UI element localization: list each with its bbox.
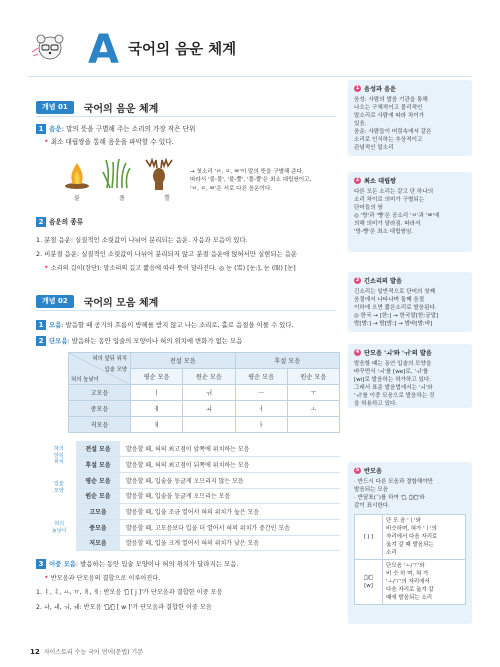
vowel-table: [68, 352, 340, 433]
table-row: [69, 401, 340, 417]
table-cell: ㅚ: [183, 401, 235, 417]
row-header: 고모음: [69, 385, 131, 401]
table-cell: ㅗ: [287, 401, 339, 417]
table-cell: ㅔ: [131, 401, 183, 417]
note-number: 4: [355, 349, 360, 355]
note-text: 발음할 때는 동안 입술의 모양을 바꾸면서 'ㅚ'를 [we]로, 'ㅟ'를 [wi]로 발음하는 허가하고 있다. 그래서 표준 발음법에서는 'ㅚ'와 'ㅟ'를 이중 모음으로 발음하는 것 을 허용하고 있다.: [354, 361, 435, 407]
section-badge: 개념 02: [36, 295, 74, 308]
class-description: 발음할 때, 입술을 둥글게 오므리는 모음: [120, 488, 340, 504]
table-cell: ㅐ: [131, 417, 183, 433]
corner-label: 혀의 높낮이: [71, 377, 99, 383]
section-title: 국어의 모음 체계: [83, 297, 159, 309]
term-vowel: [36, 320, 294, 330]
subsection-heading: [36, 217, 83, 227]
group-label: 혀의 앞뒤 위치: [54, 446, 64, 465]
diphthong-item: 2. ㅘ, ㅙ, ㅝ, ㅞ: 반모음 'ㅗ̆/ㅜ̆ [ w ]'가 단모음과 결합한 이중 모음: [36, 604, 212, 611]
note-title: 긴소리의 발음: [364, 278, 403, 285]
semivowel-table: [354, 514, 466, 605]
page-footer: [30, 647, 143, 656]
row-header: 중모음: [69, 401, 131, 417]
table-cell: ㅡ: [235, 385, 287, 401]
class-name: 평순 모음: [76, 472, 120, 488]
list-item: [76, 504, 340, 520]
keyword: 이중 모음: [49, 560, 76, 568]
class-name: 저모음: [76, 535, 120, 551]
table-row: [355, 560, 466, 605]
segmental-item: 1. 분절 음운: 실질적인 소릿값이 나뉘어 분리되는 음운. 자음과 모음이 있다.: [36, 236, 248, 244]
term-monophthong: [36, 336, 242, 346]
section-header: [36, 294, 158, 308]
note-number: 5: [355, 467, 360, 473]
note-number: 3: [355, 277, 360, 283]
column-group-header: 후설 모음: [235, 353, 340, 369]
note-text: · 반드시 다른 모음과 결합해야만 발음되는 모음 · 반달표(˘)를 하여 'ㅣ̆, ㅗ̆/ㅜ̆'와 같이 표시한다.: [354, 479, 434, 509]
term-phoneme: [36, 124, 195, 134]
divider: [36, 310, 336, 311]
caption: 뿔: [164, 195, 170, 202]
column-group-header: 전설 모음: [131, 353, 236, 369]
book-title: 자이스토리 수능 국어 언어(문법) 기본: [43, 649, 144, 656]
class-description: 발음할 때, 입술을 둥글게 오므리지 않는 모음: [120, 472, 340, 488]
divider: [36, 116, 336, 117]
class-name: 중모음: [76, 519, 120, 535]
table-cell: ㅏ: [235, 417, 287, 433]
sub-point: • 반모음과 단모음의 결합으로 이루어진다.: [44, 573, 161, 582]
item-number: 3: [36, 559, 46, 569]
class-name: 전설 모음: [76, 441, 120, 457]
diphthong-item: 1. ㅑ, ㅕ, ㅛ, ㅠ, ㅒ, ㅖ: 반모음 'ㅣ̆ [ j ]'가 단모음과 결합한 이중 모음: [36, 589, 223, 596]
term-diphthong: [36, 559, 238, 569]
item-number: 2: [36, 336, 46, 346]
class-description: 발음할 때, 혀의 최고점이 뒤쪽에 위치하는 모음: [120, 457, 340, 473]
definition: : 발음하는 동안 입술의 모양이나 혀의 위치에 변화가 없는 모음: [67, 337, 243, 345]
caption: 풀: [119, 195, 125, 202]
semivowel-description: 단 모 음 'ㅣ'와 비슷하며, 혀가 'ㅣ'의 자리에서 다음 자리로 옮겨 갈 때 발음되는 소리: [383, 515, 466, 560]
page-number: 12: [30, 648, 40, 656]
list-item: [76, 488, 340, 504]
list-item: [76, 472, 340, 488]
side-note: [348, 172, 472, 252]
group-label: 입술 모양: [54, 481, 64, 494]
table-cell: [183, 417, 235, 433]
note-title: 단모음 'ㅚ'와 'ㅟ'의 발음: [364, 350, 432, 357]
moose-illustration: [142, 156, 176, 192]
class-description: 발음할 때, 입을 조금 열어서 혀의 위치가 높은 모음: [120, 504, 340, 520]
note-number: 2: [355, 177, 360, 183]
item-number: 1: [36, 320, 46, 330]
table-cell: ㅓ: [235, 401, 287, 417]
list-item: [76, 535, 340, 551]
chapter-title: 국어의 음운 체계: [128, 42, 237, 58]
table-cell: ㅟ: [183, 385, 235, 401]
table-row: [69, 417, 340, 433]
sub-text: 반모음과 단모음의 결합으로 이루어진다.: [50, 575, 161, 582]
note-text: 긴소리는 일반적으로 단어의 첫째 음절에서 나타나며 둘째 음절 이하에 오면 짧은소리로 발음된다. ◎ 한국 → [한ː] → 한국말[한ː궁말] 밤[밤ː] → 밤[밤ː] → 밤바[밤ː바]: [354, 289, 439, 327]
fire-illustration: [62, 160, 92, 190]
note-text: 다른 모든 소리는 같고 단 하나의 소리 차이로 의미가 구별되는 단어들의 쌍 ◎ '방'과 '빵'은 공소리 'ㅂ'과 'ㅃ'에 의해 의미가 달라짐. 따라서 '방-빵'은 최소 대립쌍임.: [354, 189, 440, 235]
item-number: 2: [36, 217, 46, 227]
list-item: [76, 457, 340, 473]
mascot-illustration: [30, 32, 70, 64]
suprasegmental-item: 2. 비분절 음운: 실질적인 소릿값이 나뉘어 분리되지 않고 분절 음운에 얹혀서만 실현되는 음운: [36, 250, 298, 258]
grass-illustration: [102, 158, 132, 190]
table-corner: [69, 353, 131, 385]
keyword: 단모음: [49, 337, 68, 345]
sub-point: • 최소 대립쌍을 통해 음운을 파악할 수 있다.: [44, 137, 174, 146]
corner-label: 입술 모양: [104, 367, 127, 373]
class-name: 고모음: [76, 504, 120, 520]
illustration-captions: [64, 193, 180, 202]
group-label: 혀의 높낮이: [52, 521, 67, 534]
table-row: [355, 515, 466, 560]
side-note: [348, 272, 472, 332]
section-badge: 개념 01: [36, 101, 74, 114]
subsection-title: 음운의 종류: [49, 218, 84, 226]
definition: : 말의 뜻을 구별해 주는 소리의 가장 작은 단위: [61, 125, 196, 133]
sub-text: 소리의 길이(장단): 말소리의 길고 짧음에 따라 뜻이 달라진다. ◎ 눈 (雪) [눈:], 눈 (眼) [눈]: [50, 265, 296, 272]
section-title: 국어의 음운 체계: [83, 103, 159, 115]
definition: : 발음할 때 공기의 흐름이 방해를 받지 않고 나는 소리로, 홀로 음절을 이룰 수 있다.: [61, 321, 294, 329]
vowel-classification-list: [76, 441, 340, 551]
note-title: 반모음: [364, 468, 382, 475]
definition: : 발음하는 동안 입술 모양이나 혀의 위치가 달라지는 모음.: [75, 560, 239, 568]
list-item: [76, 441, 340, 457]
column-header: 평순 모음: [235, 369, 287, 385]
class-description: 발음할 때, 입을 크게 열어서 혀의 위치가 낮은 모음: [120, 535, 340, 551]
table-cell: [287, 417, 339, 433]
item-number: 1: [36, 124, 46, 134]
note-title: 음성과 음운: [364, 86, 397, 93]
column-header: 원순 모음: [287, 369, 339, 385]
side-note: [348, 80, 472, 156]
table-row: [69, 385, 340, 401]
table-cell: ㅜ: [287, 385, 339, 401]
divider: [28, 76, 472, 77]
example-note: → 첫소리 'ㅂ, ㅍ, ㅃ'이 말의 뜻을 구별해 준다. 따라서 '불-풀', '불-뿔', '풀-뿔'은 최소 대립쌍이고, 'ㅂ, ㅍ, ㅃ'은 서로 다른 음운이다.: [190, 169, 312, 192]
class-name: 원순 모음: [76, 488, 120, 504]
column-header: 원순 모음: [183, 369, 235, 385]
caption: 불: [74, 195, 80, 202]
semivowel-symbol: [ j ]: [355, 515, 383, 560]
row-header: 저모음: [69, 417, 131, 433]
semivowel-symbol: ㅗ̆/ㅜ̆ [w]: [355, 560, 383, 605]
side-note: [348, 344, 472, 408]
semivowel-description: 단모음 'ㅗ/ㅜ'와 비 슷 하 며, 혀 가 'ㅗ/ㅜ'의 자리에서 다음 자리로 옮겨 갈 때에 발음되는 소리: [383, 560, 466, 605]
note-number: 1: [355, 85, 360, 91]
class-description: 발음할 때, 혀의 최고점이 앞쪽에 위치하는 모음: [120, 441, 340, 457]
note-text: 음성: 사람의 발음 기관을 통해 나오는 구체적이고 물리적인 말소리로 사람에 따라 차이가 있음. 음운: 사람들이 머릿속에서 같은 소리로 인식하는 추상적이고 관념적인 말소리: [354, 97, 432, 151]
sub-text: 최소 대립쌍을 통해 음운을 파악할 수 있다.: [50, 138, 174, 146]
sub-point: • 소리의 길이(장단): 말소리의 길고 짧음에 따라 뜻이 달라진다. ◎ 눈 (雪) [눈:], 눈 (眼) [눈]: [44, 263, 296, 272]
column-header: 평순 모음: [131, 369, 183, 385]
keyword: 모음: [49, 321, 62, 329]
note-title: 최소 대립쌍: [364, 178, 397, 185]
class-description: 발음할 때, 고모음보다 입을 더 열어서 혀의 위치가 중간인 모음: [120, 519, 340, 535]
chapter-letter: A: [88, 27, 119, 73]
section-header: [36, 100, 158, 114]
class-name: 후설 모음: [76, 457, 120, 473]
keyword: 음운: [49, 125, 62, 133]
list-item: [76, 519, 340, 535]
corner-label: 혀의 앞뒤 위치: [92, 356, 127, 362]
side-note: [348, 462, 472, 624]
table-cell: ㅣ: [131, 385, 183, 401]
